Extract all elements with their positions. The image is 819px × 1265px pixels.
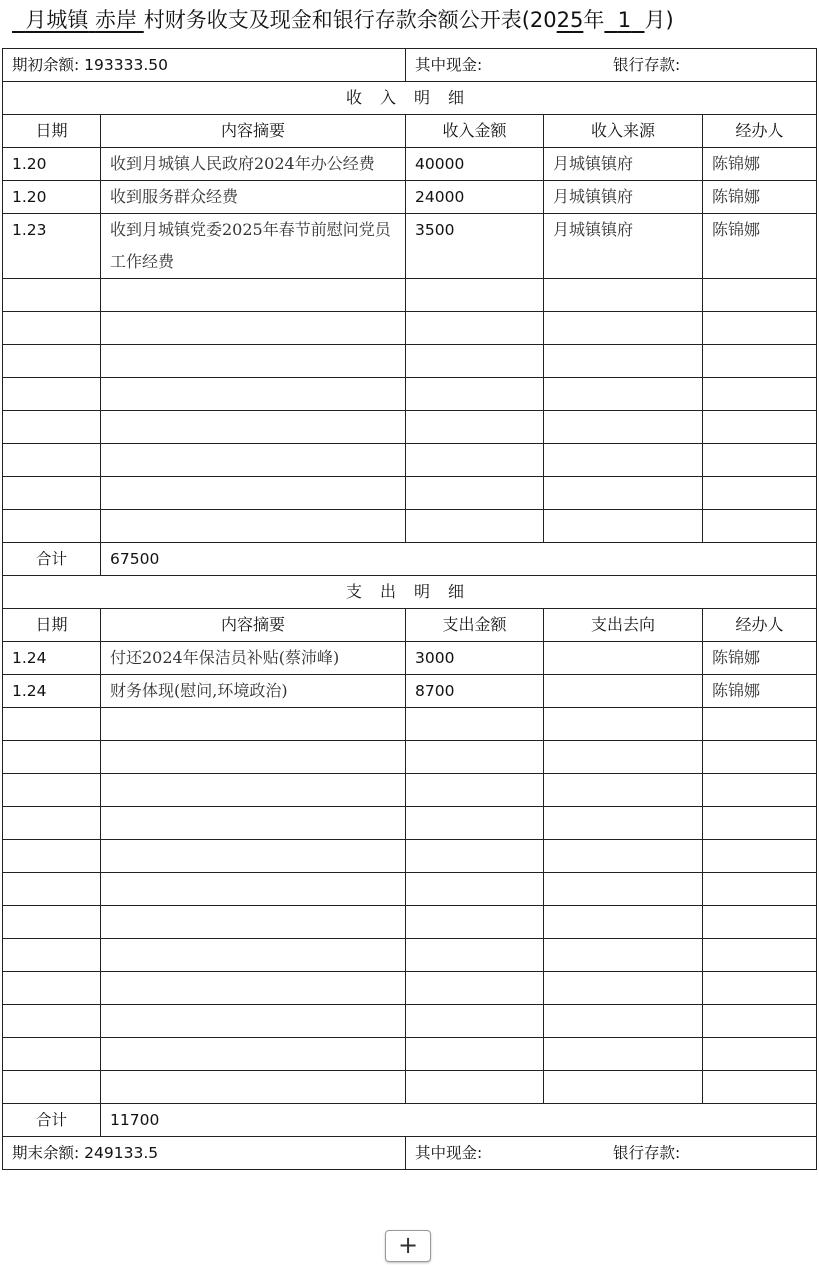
income-blank-cell <box>101 279 406 312</box>
expense-header-cell: 经办人 <box>703 609 817 642</box>
title-year: 25 <box>556 8 584 32</box>
title-text: 村财务收支及现金和银行存款余额公开表(20 <box>143 8 557 32</box>
expense-blank-cell <box>3 873 101 906</box>
income-blank-cell <box>101 378 406 411</box>
title-town: 月城镇 <box>25 8 89 32</box>
expense-blank-cell <box>406 807 544 840</box>
income-blank-cell <box>703 444 817 477</box>
expense-blank-cell <box>101 906 406 939</box>
expense-handler-cell: 陈锦娜 <box>703 675 817 708</box>
expense-blank-cell <box>3 741 101 774</box>
income-header-cell: 收入金额 <box>406 115 544 148</box>
income-blank-cell <box>406 510 544 543</box>
income-blank-cell <box>3 444 101 477</box>
income-blank-cell <box>406 444 544 477</box>
income-blank-cell <box>3 312 101 345</box>
income-blank-cell <box>3 510 101 543</box>
expense-blank-cell <box>406 840 544 873</box>
document-title <box>0 0 819 46</box>
expense-blank-cell <box>3 972 101 1005</box>
income-header-cell: 经办人 <box>703 115 817 148</box>
income-blank-cell <box>406 411 544 444</box>
expense-blank-cell <box>544 972 703 1005</box>
income-total-label: 合计 <box>3 543 101 576</box>
income-blank-cell <box>544 510 703 543</box>
opening-cash-cell <box>406 49 817 82</box>
expense-total-value: 11700 <box>101 1104 817 1137</box>
income-blank-cell <box>101 444 406 477</box>
closing-cash-label: 其中现金: <box>415 1144 483 1162</box>
expense-summary-cell: 付还2024年保洁员补贴(蔡沛峰) <box>101 642 406 675</box>
income-source-cell: 月城镇镇府 <box>544 148 703 181</box>
income-header-cell: 内容摘要 <box>101 115 406 148</box>
expense-blank-cell <box>3 1005 101 1038</box>
closing-balance-row <box>3 1137 817 1170</box>
expense-blank-row <box>3 807 817 840</box>
income-blank-cell <box>406 279 544 312</box>
closing-bank-label: 银行存款: <box>613 1144 681 1162</box>
opening-balance-cell <box>3 49 406 82</box>
closing-balance-cell <box>3 1137 406 1170</box>
income-summary-cell: 收到月城镇党委2025年春节前慰问党员工作经费 <box>101 214 406 279</box>
income-blank-cell <box>703 279 817 312</box>
opening-balance-value: 193333.50 <box>84 56 168 74</box>
income-blank-cell <box>544 378 703 411</box>
income-header-row <box>3 115 817 148</box>
income-blank-cell <box>101 477 406 510</box>
expense-header-cell: 内容摘要 <box>101 609 406 642</box>
expense-blank-cell <box>101 708 406 741</box>
expense-blank-cell <box>101 1005 406 1038</box>
expense-blank-cell <box>703 972 817 1005</box>
opening-bank-label: 银行存款: <box>613 56 681 74</box>
expense-blank-cell <box>101 939 406 972</box>
expense-blank-row <box>3 774 817 807</box>
expense-blank-cell <box>406 939 544 972</box>
income-row <box>3 214 817 279</box>
opening-balance-row <box>3 49 817 82</box>
income-blank-row <box>3 444 817 477</box>
income-blank-cell <box>544 312 703 345</box>
income-handler-cell: 陈锦娜 <box>703 214 817 279</box>
income-date-cell: 1.20 <box>3 148 101 181</box>
income-blank-row <box>3 411 817 444</box>
expense-total-label: 合计 <box>3 1104 101 1137</box>
income-blank-cell <box>703 378 817 411</box>
expense-blank-cell <box>3 906 101 939</box>
title-year-suffix: 年 <box>583 8 605 32</box>
expense-blank-cell <box>406 1071 544 1104</box>
expense-blank-cell <box>3 1038 101 1071</box>
expense-blank-row <box>3 741 817 774</box>
expense-blank-cell <box>101 741 406 774</box>
expense-blank-cell <box>3 840 101 873</box>
income-blank-row <box>3 279 817 312</box>
expense-section-title: 支出明细 <box>3 576 817 609</box>
expense-blank-row <box>3 708 817 741</box>
expense-total-row <box>3 1104 817 1137</box>
expense-blank-cell <box>703 741 817 774</box>
expense-blank-cell <box>3 708 101 741</box>
expense-blank-cell <box>544 774 703 807</box>
expense-blank-row <box>3 1005 817 1038</box>
income-blank-cell <box>101 345 406 378</box>
expense-amount-cell: 8700 <box>406 675 544 708</box>
expense-blank-cell <box>544 1038 703 1071</box>
expense-blank-cell <box>406 774 544 807</box>
expense-blank-cell <box>3 807 101 840</box>
income-blank-cell <box>3 378 101 411</box>
expense-date-cell: 1.24 <box>3 675 101 708</box>
expense-blank-cell <box>3 774 101 807</box>
income-summary-cell: 收到月城镇人民政府2024年办公经费 <box>101 148 406 181</box>
expense-blank-cell <box>544 873 703 906</box>
expense-header-cell: 日期 <box>3 609 101 642</box>
expense-blank-cell <box>406 1005 544 1038</box>
income-amount-cell: 3500 <box>406 214 544 279</box>
expense-blank-row <box>3 1038 817 1071</box>
expense-blank-row <box>3 873 817 906</box>
expense-blank-cell <box>101 972 406 1005</box>
income-blank-cell <box>544 411 703 444</box>
expense-blank-cell <box>544 1005 703 1038</box>
expense-section-row <box>3 576 817 609</box>
expense-blank-cell <box>406 708 544 741</box>
income-blank-cell <box>3 279 101 312</box>
expense-blank-cell <box>406 1038 544 1071</box>
finance-table <box>2 48 817 1170</box>
income-section-title: 收入明细 <box>3 82 817 115</box>
expense-blank-row <box>3 840 817 873</box>
expense-blank-cell <box>406 873 544 906</box>
expense-blank-row <box>3 939 817 972</box>
expense-blank-cell <box>703 840 817 873</box>
expense-blank-cell <box>406 906 544 939</box>
title-village: 赤岸 <box>95 8 138 32</box>
income-blank-cell <box>703 510 817 543</box>
income-blank-cell <box>703 345 817 378</box>
income-blank-cell <box>3 477 101 510</box>
expense-header-row <box>3 609 817 642</box>
expense-blank-cell <box>703 1005 817 1038</box>
expense-blank-cell <box>544 1071 703 1104</box>
income-date-cell: 1.20 <box>3 181 101 214</box>
income-header-cell: 收入来源 <box>544 115 703 148</box>
income-total-value: 67500 <box>101 543 817 576</box>
income-header-cell: 日期 <box>3 115 101 148</box>
income-blank-row <box>3 510 817 543</box>
closing-balance-value: 249133.5 <box>84 1144 159 1162</box>
income-blank-cell <box>544 279 703 312</box>
income-handler-cell: 陈锦娜 <box>703 148 817 181</box>
income-total-row <box>3 543 817 576</box>
income-blank-cell <box>406 378 544 411</box>
expense-blank-cell <box>101 1038 406 1071</box>
expense-blank-cell <box>406 741 544 774</box>
income-row <box>3 148 817 181</box>
income-blank-cell <box>544 345 703 378</box>
expense-blank-cell <box>101 774 406 807</box>
income-handler-cell: 陈锦娜 <box>703 181 817 214</box>
income-blank-cell <box>406 477 544 510</box>
income-blank-cell <box>544 444 703 477</box>
income-summary-cell: 收到服务群众经费 <box>101 181 406 214</box>
closing-balance-label: 期末余额: <box>12 1144 80 1162</box>
expense-blank-cell <box>101 1071 406 1104</box>
income-blank-cell <box>3 411 101 444</box>
income-blank-cell <box>703 312 817 345</box>
income-amount-cell: 24000 <box>406 181 544 214</box>
income-date-cell: 1.23 <box>3 214 101 279</box>
income-blank-cell <box>406 345 544 378</box>
expense-blank-cell <box>544 906 703 939</box>
expense-blank-cell <box>544 708 703 741</box>
expense-blank-row <box>3 1071 817 1104</box>
expense-blank-cell <box>544 939 703 972</box>
expense-blank-cell <box>544 840 703 873</box>
expense-row <box>3 675 817 708</box>
expense-blank-cell <box>101 873 406 906</box>
expense-source-cell <box>544 675 703 708</box>
expense-blank-cell <box>703 1038 817 1071</box>
expense-blank-cell <box>703 807 817 840</box>
expense-blank-cell <box>703 774 817 807</box>
income-source-cell: 月城镇镇府 <box>544 214 703 279</box>
income-blank-row <box>3 312 817 345</box>
income-blank-row <box>3 345 817 378</box>
income-blank-cell <box>406 312 544 345</box>
income-blank-cell <box>101 510 406 543</box>
expense-blank-cell <box>703 939 817 972</box>
income-blank-cell <box>544 477 703 510</box>
expense-blank-cell <box>703 708 817 741</box>
income-blank-row <box>3 378 817 411</box>
expense-handler-cell: 陈锦娜 <box>703 642 817 675</box>
expense-blank-cell <box>101 840 406 873</box>
opening-balance-label: 期初余额: <box>12 56 80 74</box>
expense-blank-cell <box>703 873 817 906</box>
opening-cash-label: 其中现金: <box>415 56 483 74</box>
add-page-button[interactable]: + <box>385 1230 431 1262</box>
expense-blank-row <box>3 972 817 1005</box>
income-blank-cell <box>703 411 817 444</box>
title-month-suffix: 月) <box>644 8 674 32</box>
income-blank-cell <box>703 477 817 510</box>
expense-header-cell: 支出金额 <box>406 609 544 642</box>
income-amount-cell: 40000 <box>406 148 544 181</box>
expense-blank-cell <box>101 807 406 840</box>
income-row <box>3 181 817 214</box>
income-blank-cell <box>101 312 406 345</box>
expense-blank-cell <box>544 741 703 774</box>
expense-amount-cell: 3000 <box>406 642 544 675</box>
title-month: 1 <box>617 8 632 32</box>
expense-date-cell: 1.24 <box>3 642 101 675</box>
expense-blank-cell <box>703 1071 817 1104</box>
expense-header-cell: 支出去向 <box>544 609 703 642</box>
expense-blank-cell <box>3 1071 101 1104</box>
expense-blank-cell <box>544 807 703 840</box>
income-blank-cell <box>101 411 406 444</box>
income-source-cell: 月城镇镇府 <box>544 181 703 214</box>
income-section-row <box>3 82 817 115</box>
income-blank-row <box>3 477 817 510</box>
expense-blank-cell <box>3 939 101 972</box>
expense-summary-cell: 财务体现(慰问,环境政治) <box>101 675 406 708</box>
expense-blank-cell <box>406 972 544 1005</box>
expense-source-cell <box>544 642 703 675</box>
expense-blank-row <box>3 906 817 939</box>
income-blank-cell <box>3 345 101 378</box>
expense-row <box>3 642 817 675</box>
closing-cash-cell <box>406 1137 817 1170</box>
expense-blank-cell <box>703 906 817 939</box>
